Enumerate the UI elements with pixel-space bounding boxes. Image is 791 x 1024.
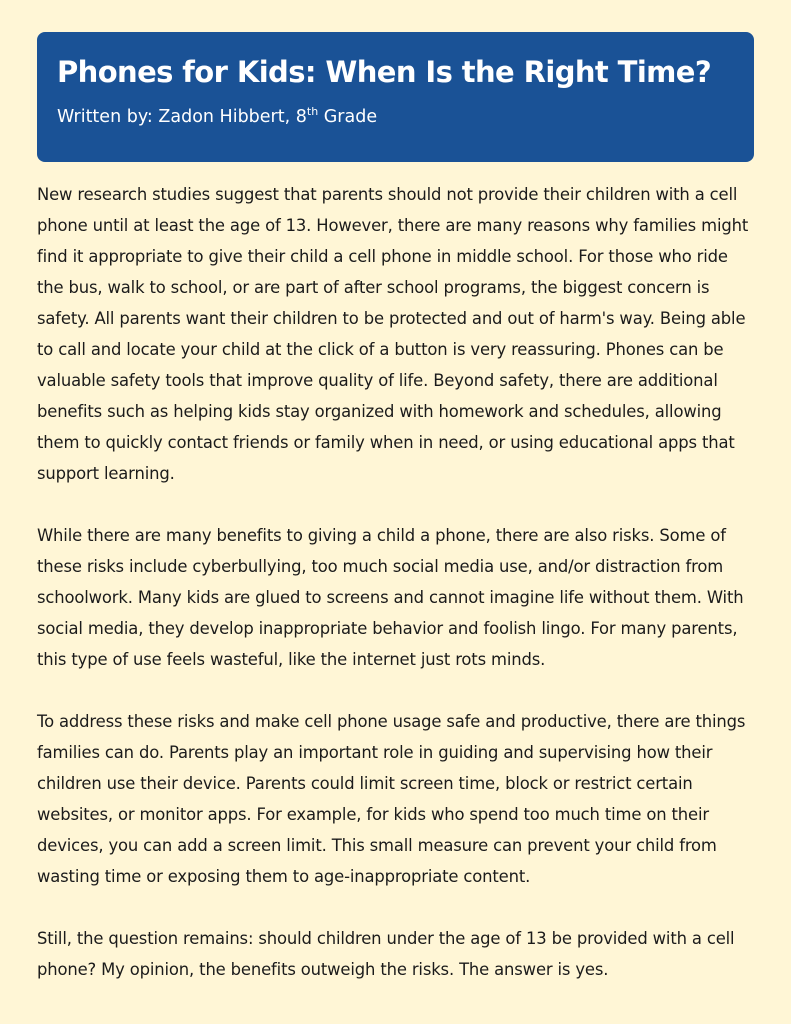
byline-grade: Grade — [318, 107, 378, 127]
paragraph-2: While there are many benefits to giving a child a phone, there are also risks. Some of these risks include cyberbullying, too much social media use, and/or distraction from schoolwork. Many kids are glued to screens and cannot imagine life without them. With social media, they develop inappropriate behavior and foolish lingo. For many parents, this type of use feels wasteful, like the internet just rots minds. — [37, 526, 744, 669]
page-title: Phones for Kids: When Is the Right Time? — [57, 55, 712, 89]
paragraph-3: To address these risks and make cell phone usage safe and productive, there are things families can do. Parents play an important role in guiding and supervising how their children use their device. Parents could limit screen time, block or restrict certain websites, or monitor apps. For example, for kids who spend too much time on their devices, you can add a screen limit. This small measure can prevent your child from wasting time or exposing them to age-inappropriate content. — [37, 712, 746, 886]
byline — [57, 104, 734, 130]
byline-author: Written by: Zadon Hibbert, 8 — [57, 107, 307, 127]
title-banner — [37, 32, 754, 162]
byline-ordinal-suffix: th — [306, 105, 319, 118]
paragraph-1: New research studies suggest that parents should not provide their children with a cell phone until at least the age of 13. However, there are many reasons why families might find it appropriate to give their child a cell phone in middle school. For those who ride the bus, walk to school, or are part of after school programs, the biggest concern is safety. All parents want their children to be protected and out of harm's way. Being able to call and locate your child at the click of a button is very reassuring. Phones can be valuable safety tools that improve quality of life. Beyond safety, there are additional benefits such as helping kids stay organized with homework and schedules, allowing them to quickly contact friends or family when in need, or using educational apps that support learning. — [37, 185, 749, 483]
paragraph-4: Still, the question remains: should children under the age of 13 be provided with a cell phone? My opinion, the benefits outweigh the risks. The answer is yes. — [37, 929, 735, 979]
article-body — [37, 179, 757, 1016]
